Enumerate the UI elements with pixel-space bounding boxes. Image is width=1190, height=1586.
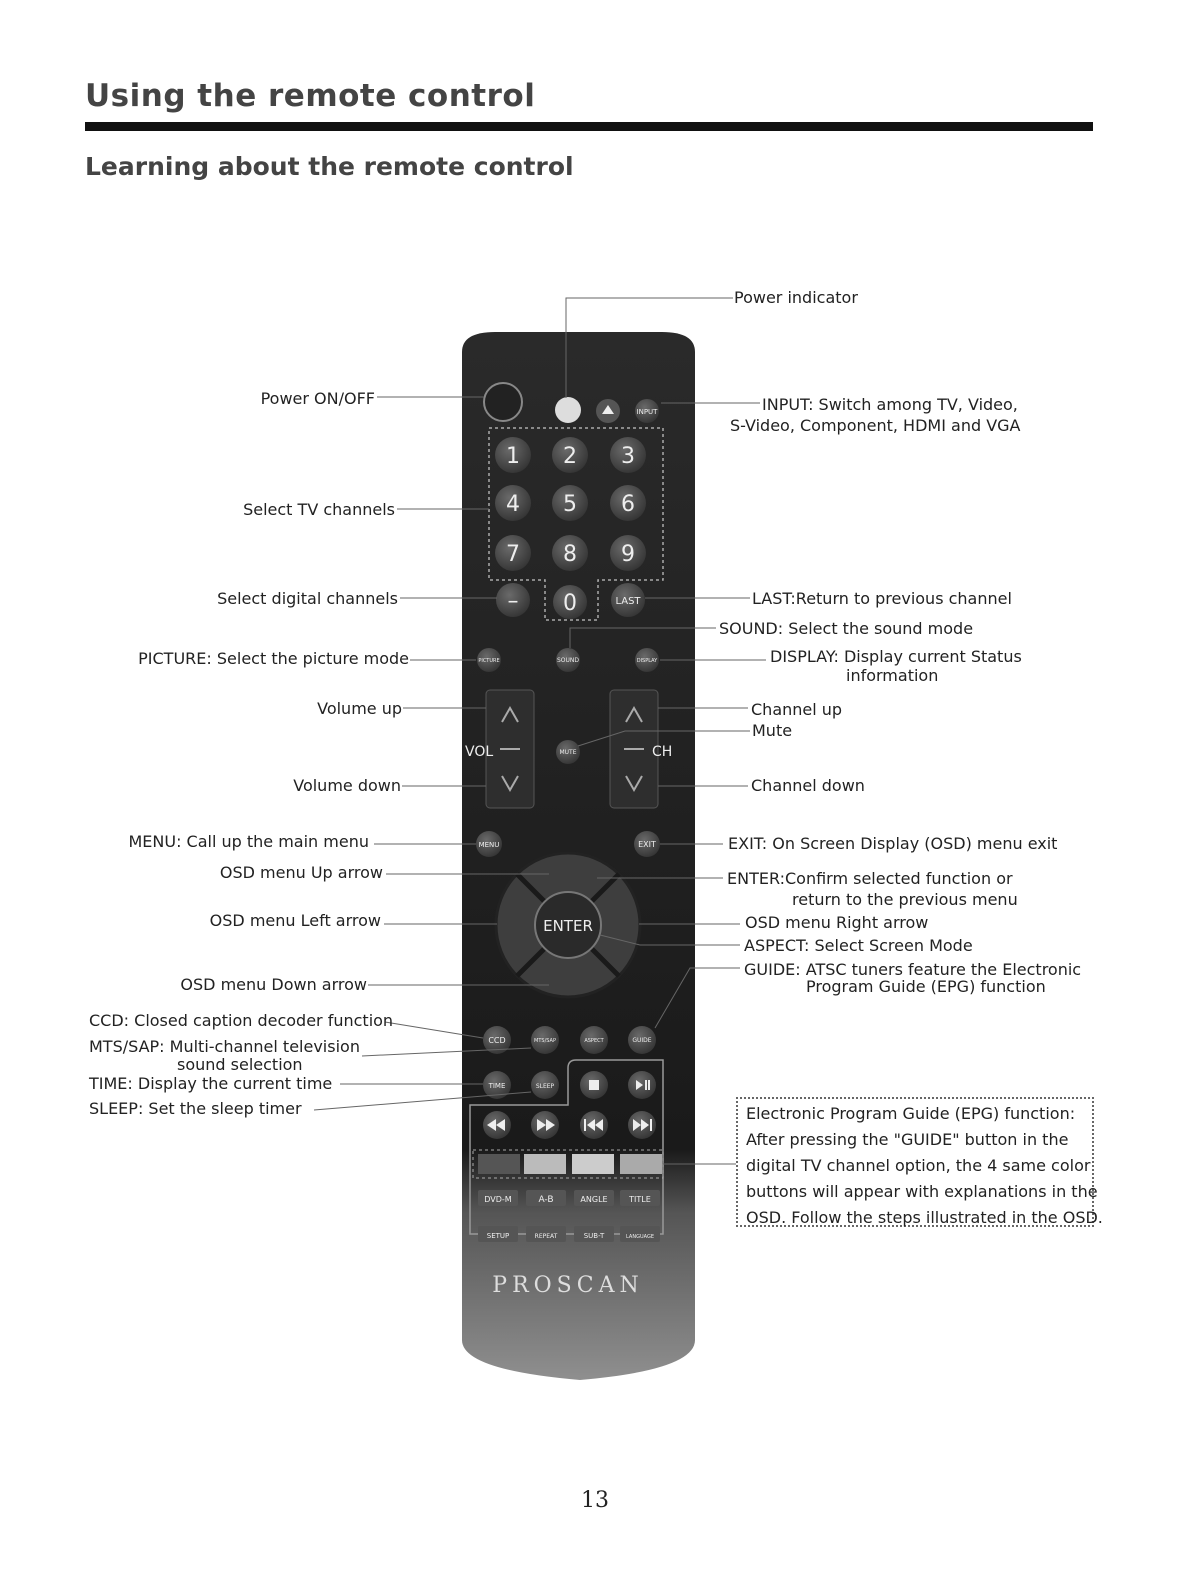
label-channel-down: Channel down: [751, 776, 865, 795]
label-mute: Mute: [752, 721, 793, 740]
epg-line-2: After pressing the "GUIDE" button in the: [746, 1130, 1069, 1149]
aspect-label: ASPECT: [584, 1038, 604, 1044]
input-button-label: INPUT: [636, 408, 658, 416]
language-label: LANGUAGE: [626, 1234, 654, 1240]
dash-label: –: [507, 589, 519, 614]
menu-label: MENU: [478, 841, 500, 849]
digit-2-label: 2: [563, 444, 577, 469]
epg-info-box: [736, 1097, 1103, 1227]
label-display-1: DISPLAY: Display current Status: [770, 647, 1022, 666]
time-label: TIME: [488, 1082, 506, 1090]
label-display-2: information: [846, 666, 939, 685]
label-volume-down: Volume down: [293, 776, 401, 795]
sound-label: SOUND: [556, 657, 580, 664]
label-select-tv: Select TV channels: [243, 500, 395, 519]
label-enter-1: ENTER:Confirm selected function or: [727, 869, 1013, 888]
color-button-1: [478, 1154, 520, 1174]
digit-6-label: 6: [621, 492, 635, 517]
angle-label: ANGLE: [580, 1195, 608, 1204]
digit-8-label: 8: [563, 542, 577, 567]
power-button: [484, 383, 522, 421]
epg-line-1: Electronic Program Guide (EPG) function:: [746, 1104, 1076, 1123]
label-mts-2: sound selection: [177, 1055, 303, 1074]
brand-logo: PROSCAN: [492, 1273, 644, 1298]
color-button-3: [572, 1154, 614, 1174]
a-b-label: A-B: [538, 1195, 554, 1205]
display-label: DISPLAY: [636, 658, 658, 664]
vol-label: VOL: [465, 744, 494, 760]
label-picture: PICTURE: Select the picture mode: [138, 649, 409, 668]
label-time: TIME: Display the current time: [89, 1074, 333, 1093]
label-input-2: S-Video, Component, HDMI and VGA: [730, 416, 1021, 435]
digit-9-label: 9: [621, 542, 635, 567]
label-mts-1: MTS/SAP: Multi-channel television: [89, 1037, 360, 1056]
label-enter-2: return to the previous menu: [792, 890, 1018, 909]
label-ccd: CCD: Closed caption decoder function: [89, 1011, 394, 1030]
page-title: Using the remote control: [85, 78, 536, 114]
label-last: LAST:Return to previous channel: [752, 589, 1012, 608]
label-power-indicator: Power indicator: [734, 288, 858, 307]
mts-label: MTS/SAP: [534, 1038, 556, 1044]
repeat-label: REPEAT: [534, 1233, 558, 1240]
sleep-label: SLEEP: [535, 1083, 555, 1090]
ccd-label: CCD: [488, 1036, 506, 1045]
digit-1-label: 1: [506, 444, 520, 469]
picture-label: PICTURE: [478, 658, 500, 664]
label-guide-2: Program Guide (EPG) function: [806, 977, 1046, 996]
enter-label: ENTER: [543, 917, 593, 935]
digit-0-label: 0: [563, 591, 577, 616]
title-label: TITLE: [629, 1195, 651, 1204]
label-volume-up: Volume up: [317, 699, 402, 718]
color-button-2: [524, 1154, 566, 1174]
dvd-m-label: DVD-M: [484, 1195, 512, 1204]
label-menu: MENU: Call up the main menu: [128, 832, 369, 851]
label-aspect: ASPECT: Select Screen Mode: [744, 936, 973, 955]
label-osd-left: OSD menu Left arrow: [209, 911, 381, 930]
label-sleep: SLEEP: Set the sleep timer: [89, 1099, 302, 1118]
guide-label: GUIDE: [632, 1037, 652, 1044]
digit-7-label: 7: [506, 542, 520, 567]
section-title: Learning about the remote control: [85, 152, 574, 181]
label-sound: SOUND: Select the sound mode: [719, 619, 974, 638]
label-power-onoff: Power ON/OFF: [260, 389, 375, 408]
number-pad: [495, 437, 646, 571]
epg-line-5: OSD. Follow the steps illustrated in the OSD.: [746, 1208, 1103, 1227]
page-number: 13: [581, 1488, 609, 1513]
label-osd-up: OSD menu Up arrow: [219, 863, 383, 882]
label-exit: EXIT: On Screen Display (OSD) menu exit: [728, 834, 1058, 853]
digit-4-label: 4: [506, 492, 520, 517]
sub-t-label: SUB-T: [583, 1232, 605, 1240]
stop-icon: [589, 1080, 599, 1090]
digit-3-label: 3: [621, 444, 635, 469]
label-osd-down: OSD menu Down arrow: [180, 975, 367, 994]
power-indicator: [555, 397, 581, 423]
exit-label: EXIT: [638, 840, 656, 849]
label-select-digital: Select digital channels: [217, 589, 398, 608]
setup-label: SETUP: [486, 1232, 510, 1240]
epg-line-4: buttons will appear with explanations in the: [746, 1182, 1098, 1201]
ch-label: CH: [652, 744, 673, 760]
label-channel-up: Channel up: [751, 700, 843, 719]
mute-label: MUTE: [559, 749, 577, 756]
epg-line-3: digital TV channel option, the 4 same color: [746, 1156, 1091, 1175]
label-input-1: INPUT: Switch among TV, Video,: [762, 395, 1018, 414]
color-button-4: [620, 1154, 662, 1174]
digit-5-label: 5: [563, 492, 577, 517]
last-label: LAST: [615, 596, 641, 607]
label-osd-right: OSD menu Right arrow: [745, 913, 929, 932]
label-guide-1: GUIDE: ATSC tuners feature the Electronic: [744, 960, 1082, 979]
